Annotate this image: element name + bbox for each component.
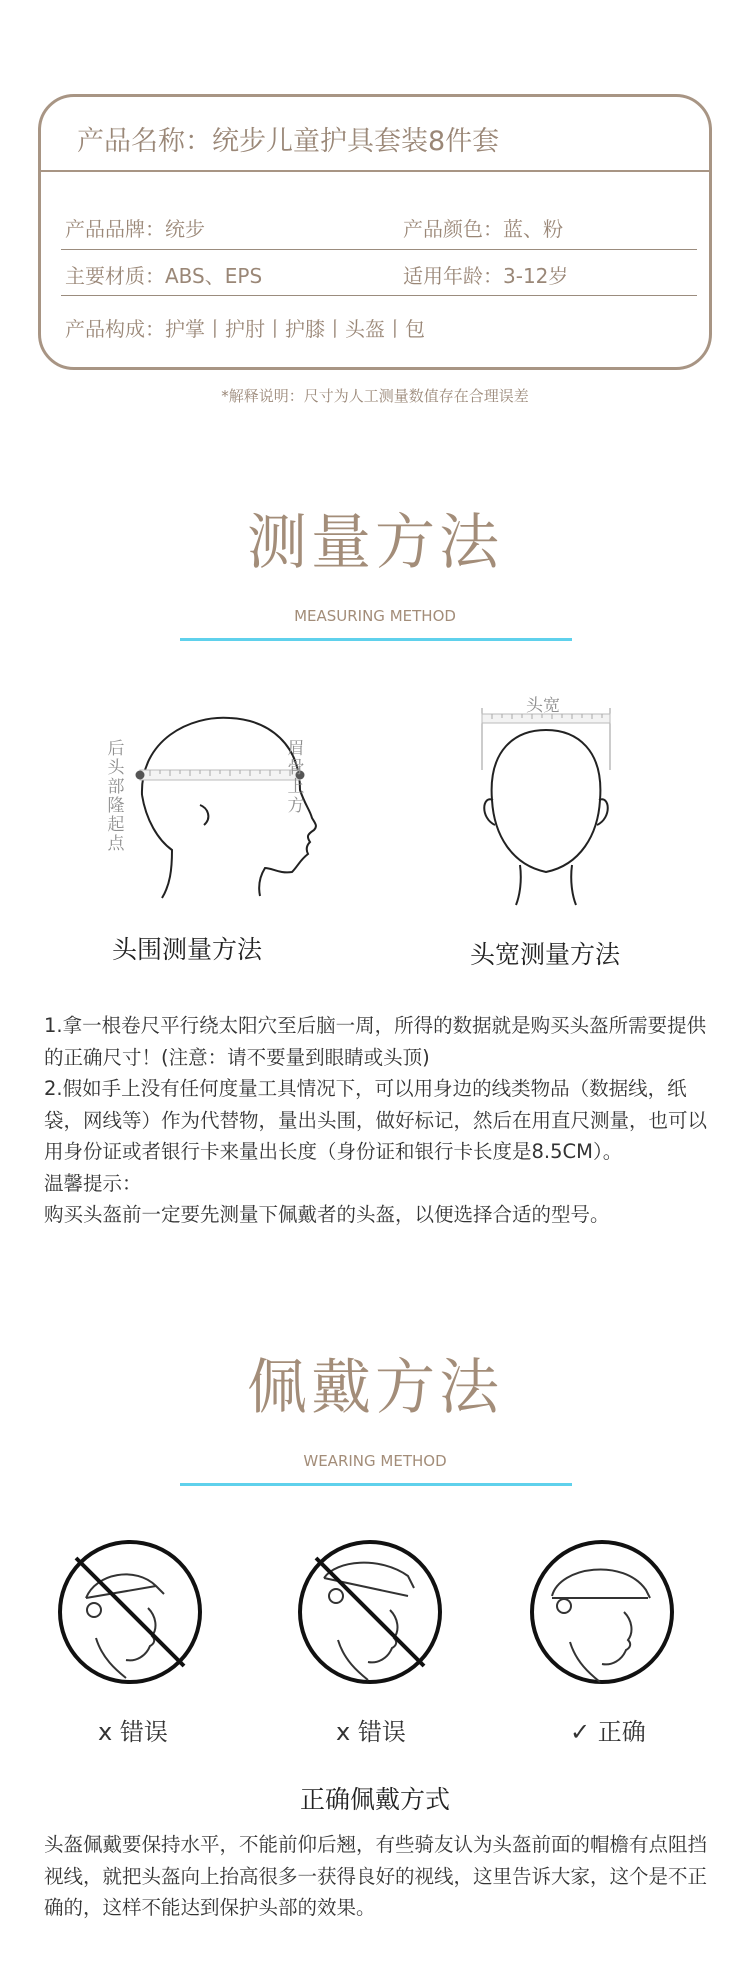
wrong-label-2: x 错误 bbox=[336, 1718, 406, 1746]
correct-wearing-caption: 正确佩戴方式 bbox=[299, 1785, 450, 1814]
wrong-label-1: x 错误 bbox=[98, 1718, 168, 1746]
caption-head-width: 头宽测量方法 bbox=[470, 940, 621, 969]
info-row-divider bbox=[61, 295, 697, 296]
correct-wearing-illustration bbox=[528, 1538, 676, 1686]
product-material: 主要材质：ABS、EPS bbox=[65, 264, 263, 288]
product-info-box bbox=[38, 94, 712, 370]
wearing-underline bbox=[180, 1483, 572, 1486]
wearing-instructions bbox=[44, 1829, 708, 1924]
product-age: 适用年龄：3-12岁 bbox=[403, 264, 569, 288]
info-divider bbox=[41, 170, 709, 172]
measuring-subtitle: MEASURING METHOD bbox=[294, 607, 456, 625]
tip-heading: 温馨提示： bbox=[44, 1171, 142, 1195]
product-composition: 产品构成：护掌丨护肘丨护膝丨头盔丨包 bbox=[65, 317, 425, 341]
instruction-2: 2.假如手上没有任何度量工具情况下，可以用身边的线类物品（数据线，纸袋，网线等）作为代替物，量出头围，做好标记，然后在用直尺测量，也可以用身份证或者银行卡来量出长度（身份证和银行卡长度是8.5CM）。 bbox=[44, 1077, 708, 1163]
product-color: 产品颜色：蓝、粉 bbox=[403, 217, 563, 241]
caption-head-circumference: 头围测量方法 bbox=[112, 935, 263, 964]
wearing-subtitle: WEARING METHOD bbox=[303, 1452, 447, 1470]
measurement-note: *解释说明：尺寸为人工测量数值存在合理误差 bbox=[221, 387, 529, 405]
measuring-underline bbox=[180, 638, 572, 641]
wrong-wearing-2-illustration bbox=[296, 1538, 444, 1686]
label-above-brow: 眉骨上方 bbox=[287, 739, 305, 816]
info-row-divider bbox=[61, 249, 697, 250]
product-brand: 产品品牌：统步 bbox=[65, 217, 205, 241]
label-back-of-head: 后头部隆起点 bbox=[107, 739, 125, 854]
wearing-paragraph: 头盔佩戴要保持水平，不能前仰后翘，有些骑友认为头盔前面的帽檐有点阻挡视线，就把头盔向上抬高很多一获得良好的视线，这里告诉大家，这个是不正确的，这样不能达到保护头部的效果。 bbox=[44, 1833, 708, 1919]
wearing-title: 佩戴方法 bbox=[247, 1353, 503, 1423]
tip-text: 购买头盔前一定要先测量下佩戴者的头盔，以便选择合适的型号。 bbox=[44, 1203, 610, 1226]
instruction-1: 1.拿一根卷尺平行绕太阳穴至后脑一周，所得的数据就是购买头盔所需要提供的正确尺寸！(注意：请不要量到眼睛或头顶) bbox=[44, 1014, 707, 1069]
correct-label: ✓ 正确 bbox=[570, 1718, 646, 1746]
label-head-width: 头宽 bbox=[526, 696, 560, 716]
measuring-instructions bbox=[44, 1010, 708, 1231]
wrong-wearing-1-illustration bbox=[56, 1538, 204, 1686]
head-width-illustration bbox=[470, 700, 630, 910]
measuring-title: 测量方法 bbox=[247, 508, 503, 578]
product-name: 产品名称：统步儿童护具套装8件套 bbox=[77, 126, 500, 157]
